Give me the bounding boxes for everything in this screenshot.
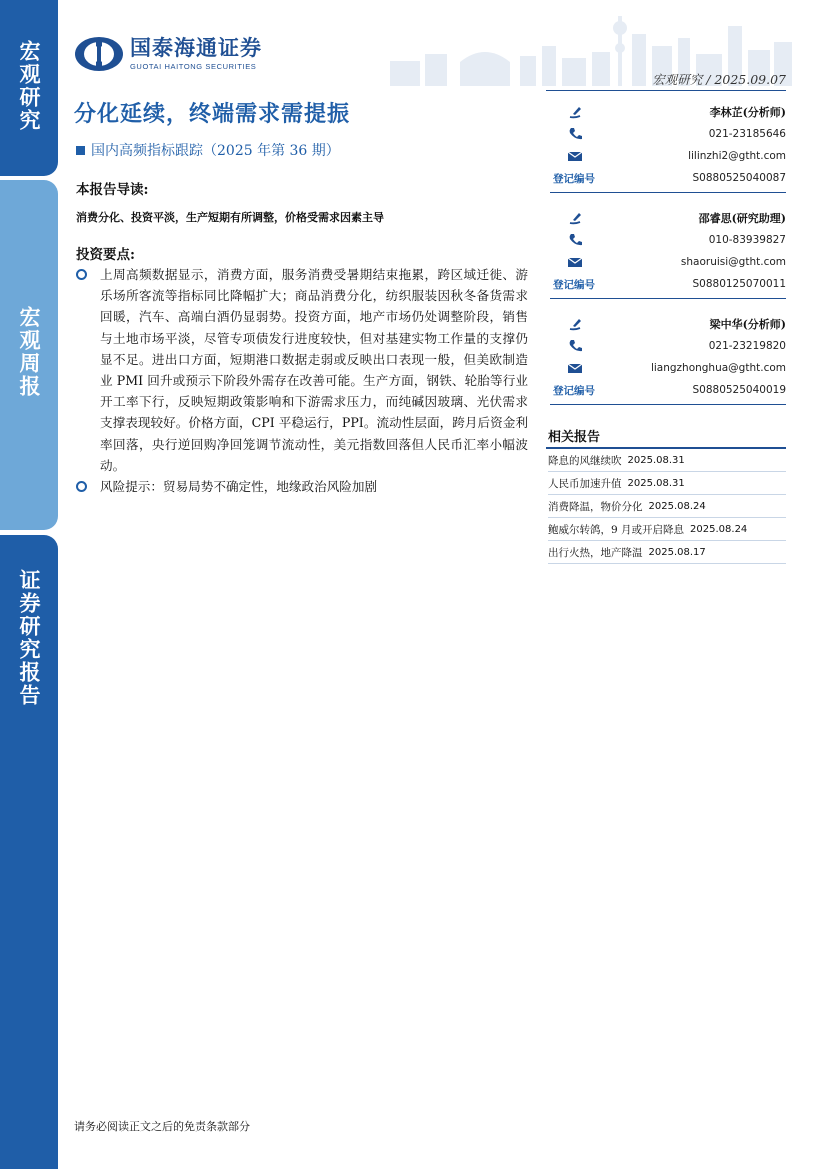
email-icon bbox=[567, 149, 583, 163]
analyst-phone: 010-83939827 bbox=[708, 234, 786, 246]
list-item bbox=[76, 264, 528, 476]
guide-heading: 本报告导读: bbox=[76, 182, 149, 198]
related-report-title[interactable]: 降息的风继续吹 bbox=[548, 454, 622, 467]
related-report-date: 2025.08.24 bbox=[690, 523, 748, 535]
email-icon bbox=[567, 255, 583, 269]
email-icon bbox=[567, 361, 583, 375]
report-subtitle-row bbox=[76, 140, 340, 160]
related-reports-heading: 相关报告 bbox=[548, 430, 601, 445]
analyst-divider bbox=[550, 192, 786, 193]
phone-icon bbox=[567, 339, 583, 353]
report-category: 宏观研究 bbox=[652, 72, 703, 87]
related-report-date: 2025.08.31 bbox=[627, 477, 685, 489]
analyst-name: 李林芷(分析师) bbox=[709, 106, 786, 119]
report-meta bbox=[652, 70, 786, 88]
analyst-phone: 021-23185646 bbox=[708, 128, 786, 140]
analyst-email[interactable]: liangzhonghua@gtht.com bbox=[650, 362, 786, 374]
related-report-date: 2025.08.17 bbox=[648, 546, 706, 558]
related-report-link[interactable] bbox=[548, 472, 786, 495]
investment-points-list bbox=[76, 264, 528, 497]
disclaimer-footer: 请务必阅读正文之后的免责条款部分 bbox=[74, 1120, 250, 1133]
related-report-title[interactable]: 人民币加速升值 bbox=[548, 477, 622, 490]
phone-icon bbox=[567, 127, 583, 141]
analyst-email[interactable]: lilinzhi2@gtht.com bbox=[688, 150, 786, 162]
sidebar-tab-securities-report bbox=[0, 535, 58, 1169]
analyst-name: 邵睿思(研究助理) bbox=[698, 212, 786, 225]
list-item bbox=[76, 476, 528, 497]
analyst-card bbox=[550, 101, 786, 193]
related-report-link[interactable] bbox=[548, 449, 786, 472]
point-text: 风险提示：贸易局势不确定性，地缘政治风险加剧 bbox=[100, 479, 378, 495]
report-title: 分化延续，终端需求需提振 bbox=[74, 101, 351, 127]
registration-label: 登记编号 bbox=[553, 278, 595, 291]
related-report-title[interactable]: 消费降温，物价分化 bbox=[548, 500, 643, 513]
analyst-phone: 021-23219820 bbox=[708, 340, 786, 352]
sidebar-tab-label: 宏观周报 bbox=[17, 306, 42, 398]
registration-label: 登记编号 bbox=[553, 384, 595, 397]
header-rule bbox=[546, 90, 786, 91]
square-bullet-icon bbox=[76, 146, 85, 155]
point-text: 上周高频数据显示，消费方面，服务消费受暑期结束拖累，跨区域迁徙、游乐场所客流等指标同比降幅扩大；商品消费分化，纺织服装因秋冬备货需求回暖，汽车、高端白酒仍显弱势。投资方面，地产市场仍处调整阶段，销售与土地市场平淡，尽管专项债发行进度较快，但对基建实物工作量的支撑仍显不足。进出口方面，短期港口数据走弱或反映出口表现一般，但美欧制造业 PMI 回升或预示下阶段外需存在改善可能。生产方面，钢铁、轮胎等行业开工率下行，反映短期政策影响和下游需求压力，而纯碱因玻璃、光伏需求支撑表现较好。价格方面，CPI 平稳运行，PPI。流动性层面，跨月后资金利率回落，央行逆回购净回笼调节流动性，美元指数回落但人民币汇率小幅波动。 bbox=[100, 267, 528, 473]
logo-english-name: GUOTAI HAITONG SECURITIES bbox=[130, 62, 257, 71]
analyst-card bbox=[550, 207, 786, 299]
points-heading: 投资要点: bbox=[76, 247, 135, 263]
related-report-title[interactable]: 出行火热，地产降温 bbox=[548, 546, 643, 559]
related-report-date: 2025.08.31 bbox=[627, 454, 685, 466]
meta-separator: / bbox=[706, 72, 711, 87]
related-report-title[interactable]: 鲍威尔转鸽，9 月或开启降息 bbox=[548, 523, 685, 536]
analyst-divider bbox=[550, 404, 786, 405]
pen-icon bbox=[567, 105, 583, 119]
company-logo bbox=[74, 36, 262, 72]
report-subtitle: 国内高频指标跟踪（2025 年第 36 期） bbox=[91, 143, 340, 159]
related-reports-list bbox=[548, 449, 786, 564]
registration-label: 登记编号 bbox=[553, 172, 595, 185]
circle-bullet-icon bbox=[76, 481, 87, 492]
registration-number: S0880525040019 bbox=[692, 384, 786, 396]
registration-number: S0880525040087 bbox=[692, 172, 786, 184]
analyst-name: 梁中华(分析师) bbox=[709, 318, 786, 331]
phone-icon bbox=[567, 233, 583, 247]
pen-icon bbox=[567, 317, 583, 331]
logo-mark-icon bbox=[74, 36, 124, 72]
analyst-email[interactable]: shaoruisi@gtht.com bbox=[680, 256, 786, 268]
sidebar-tab-macro-weekly bbox=[0, 180, 58, 530]
sidebar-tab-label: 宏观研究 bbox=[17, 40, 42, 132]
related-report-link[interactable] bbox=[548, 495, 786, 518]
related-report-date: 2025.08.24 bbox=[648, 500, 706, 512]
registration-number: S0880125070011 bbox=[692, 278, 786, 290]
sidebar-tab-label: 证券研究报告 bbox=[17, 569, 42, 707]
sidebar-tab-macro-research bbox=[0, 0, 58, 176]
related-report-link[interactable] bbox=[548, 541, 786, 564]
pen-icon bbox=[567, 211, 583, 225]
logo-chinese-name: 国泰海通证券 bbox=[130, 36, 262, 60]
analyst-divider bbox=[550, 298, 786, 299]
circle-bullet-icon bbox=[76, 269, 87, 280]
guide-summary: 消费分化、投资平淡，生产短期有所调整，价格受需求因素主导 bbox=[76, 211, 384, 224]
related-report-link[interactable] bbox=[548, 518, 786, 541]
analyst-card bbox=[550, 313, 786, 405]
report-date: 2025.09.07 bbox=[714, 72, 786, 87]
